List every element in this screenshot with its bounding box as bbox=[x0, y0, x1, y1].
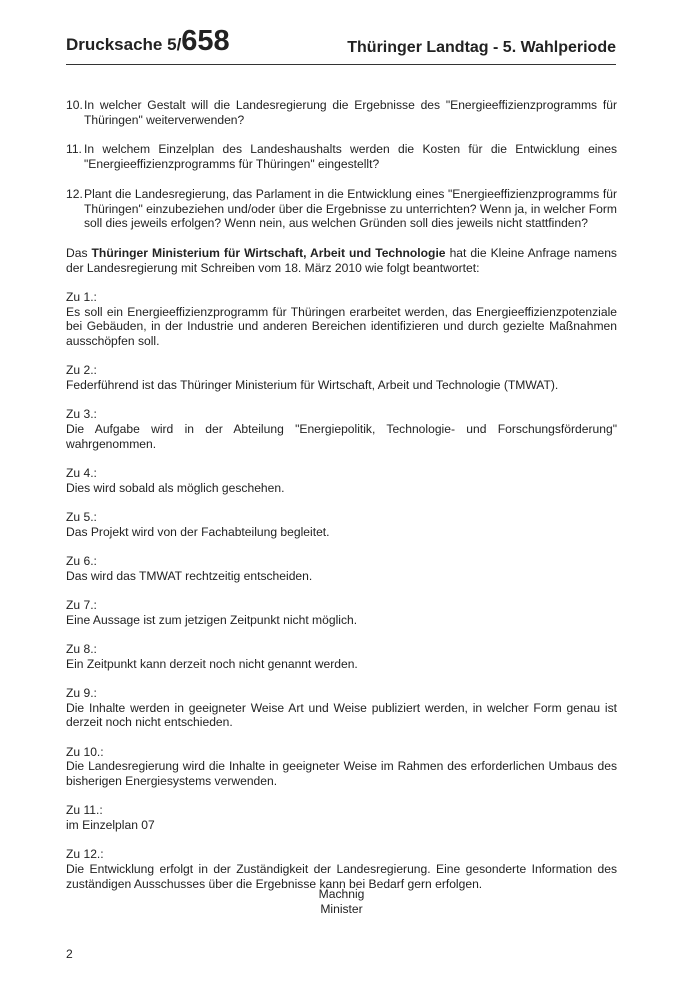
answer-text: Die Inhalte werden in geeigneter Weise Art und Weise publiziert werden, in welcher Form genau ist derzeit noch nicht entschieden. bbox=[66, 700, 617, 730]
answer-intro bbox=[66, 246, 617, 275]
answer-label: Zu 7.: bbox=[66, 597, 97, 612]
answer-3 bbox=[66, 407, 617, 451]
question-text: In welcher Gestalt will die Landesregierung die Ergebnisse des "Energieeffizienzprogramms für Thüringen" weiterverwenden? bbox=[84, 98, 617, 127]
question-text: In welchem Einzelplan des Landeshaushalts werden die Kosten für die Entwicklung eines "Energieeffizienzprogramms für Thüringen" eingestellt? bbox=[84, 142, 617, 172]
answer-1 bbox=[66, 290, 617, 349]
answer-label: Zu 6.: bbox=[66, 553, 97, 568]
question-text: Plant die Landesregierung, das Parlament in die Entwicklung eines "Energieeffizienzprogramms für Thüringen" einzubeziehen und/oder über die Ergebnisse zu unterrichten? Wenn ja, in welcher Form soll dies jeweils erfolgen? Wenn nein, aus welchen Gründen soll dies jeweils nicht stattfinden? bbox=[84, 186, 617, 231]
answer-label: Zu 11.: bbox=[66, 803, 103, 818]
signatory-name: Machnig bbox=[318, 887, 365, 901]
answer-label: Zu 5.: bbox=[66, 509, 97, 524]
answer-label: Zu 12.: bbox=[66, 847, 104, 862]
question-number: 10. bbox=[66, 98, 83, 112]
document-number-value: 658 bbox=[181, 25, 230, 57]
intro-after: hat die Kleine Anfrage namens der Landesregierung mit Schreiben vom 18. März 2010 wie folgt beantwortet: bbox=[66, 245, 617, 275]
answer-4 bbox=[66, 466, 617, 495]
answer-label: Zu 8.: bbox=[66, 641, 97, 656]
answer-6 bbox=[66, 554, 617, 583]
answer-text: Ein Zeitpunkt kann derzeit noch nicht genannt werden. bbox=[66, 656, 358, 671]
answer-11 bbox=[66, 803, 617, 832]
signature-block bbox=[66, 887, 617, 917]
signatory-title: Minister bbox=[320, 902, 363, 916]
answer-2 bbox=[66, 363, 617, 392]
answer-12 bbox=[66, 847, 617, 891]
answer-text: Das wird das TMWAT rechtzeitig entscheiden. bbox=[66, 568, 313, 583]
answer-label: Zu 2.: bbox=[66, 363, 97, 378]
parliament-title: Thüringer Landtag - 5. Wahlperiode bbox=[347, 39, 616, 56]
answer-text: Die Landesregierung wird die Inhalte in geeigneter Weise im Rahmen des erforderlichen Umbaus des bisherigen Energiesystems verwenden. bbox=[66, 759, 617, 789]
answer-text: Die Aufgabe wird in der Abteilung "Energiepolitik, Technologie- und Forschungsförderung" wahrgenommen. bbox=[66, 421, 617, 451]
answer-text: Es soll ein Energieeffizienzprogramm für Thüringen erarbeitet werden, das Energieeffizienzpotenziale bei Gebäuden, in der Industrie und anderen Bereichen identifizieren und durch gezielte Maßnahmen ausschöpfen soll. bbox=[66, 304, 617, 348]
answer-8 bbox=[66, 642, 617, 671]
page-number: 2 bbox=[66, 947, 73, 961]
question-number: 12. bbox=[66, 186, 83, 201]
document-number bbox=[66, 25, 230, 58]
intro-before: Das bbox=[66, 245, 92, 260]
ministry-name: Thüringer Ministerium für Wirtschaft, Arbeit und Technologie bbox=[91, 245, 446, 260]
answer-label: Zu 1.: bbox=[66, 289, 97, 304]
document-label: Drucksache 5/ bbox=[66, 35, 182, 54]
question-12 bbox=[66, 187, 617, 231]
answer-text: Die Entwicklung erfolgt in der Zuständigkeit der Landesregierung. Eine gesonderte Information des zuständigen Ausschusses über die Ergebnisse kann bei Bedarf gern erfolgen. bbox=[66, 862, 617, 891]
question-11 bbox=[66, 142, 617, 171]
answer-label: Zu 9.: bbox=[66, 685, 97, 700]
answer-text: Eine Aussage ist zum jetzigen Zeitpunkt nicht möglich. bbox=[66, 612, 358, 627]
answer-9 bbox=[66, 686, 617, 730]
answer-text: Dies wird sobald als möglich geschehen. bbox=[66, 480, 285, 495]
document-body bbox=[66, 98, 617, 906]
answer-label: Zu 10.: bbox=[66, 744, 104, 759]
answer-7 bbox=[66, 598, 617, 627]
question-number: 11. bbox=[66, 142, 82, 157]
answer-text: Das Projekt wird von der Fachabteilung begleitet. bbox=[66, 524, 330, 539]
page-header bbox=[66, 25, 616, 65]
answer-label: Zu 3.: bbox=[66, 407, 97, 422]
answer-label: Zu 4.: bbox=[66, 465, 97, 480]
answer-text: im Einzelplan 07 bbox=[66, 818, 155, 833]
answer-10 bbox=[66, 745, 617, 789]
question-10 bbox=[66, 98, 617, 127]
answer-text: Federführend ist das Thüringer Ministerium für Wirtschaft, Arbeit und Technologie (TMWAT). bbox=[66, 377, 559, 392]
answer-5 bbox=[66, 510, 617, 539]
